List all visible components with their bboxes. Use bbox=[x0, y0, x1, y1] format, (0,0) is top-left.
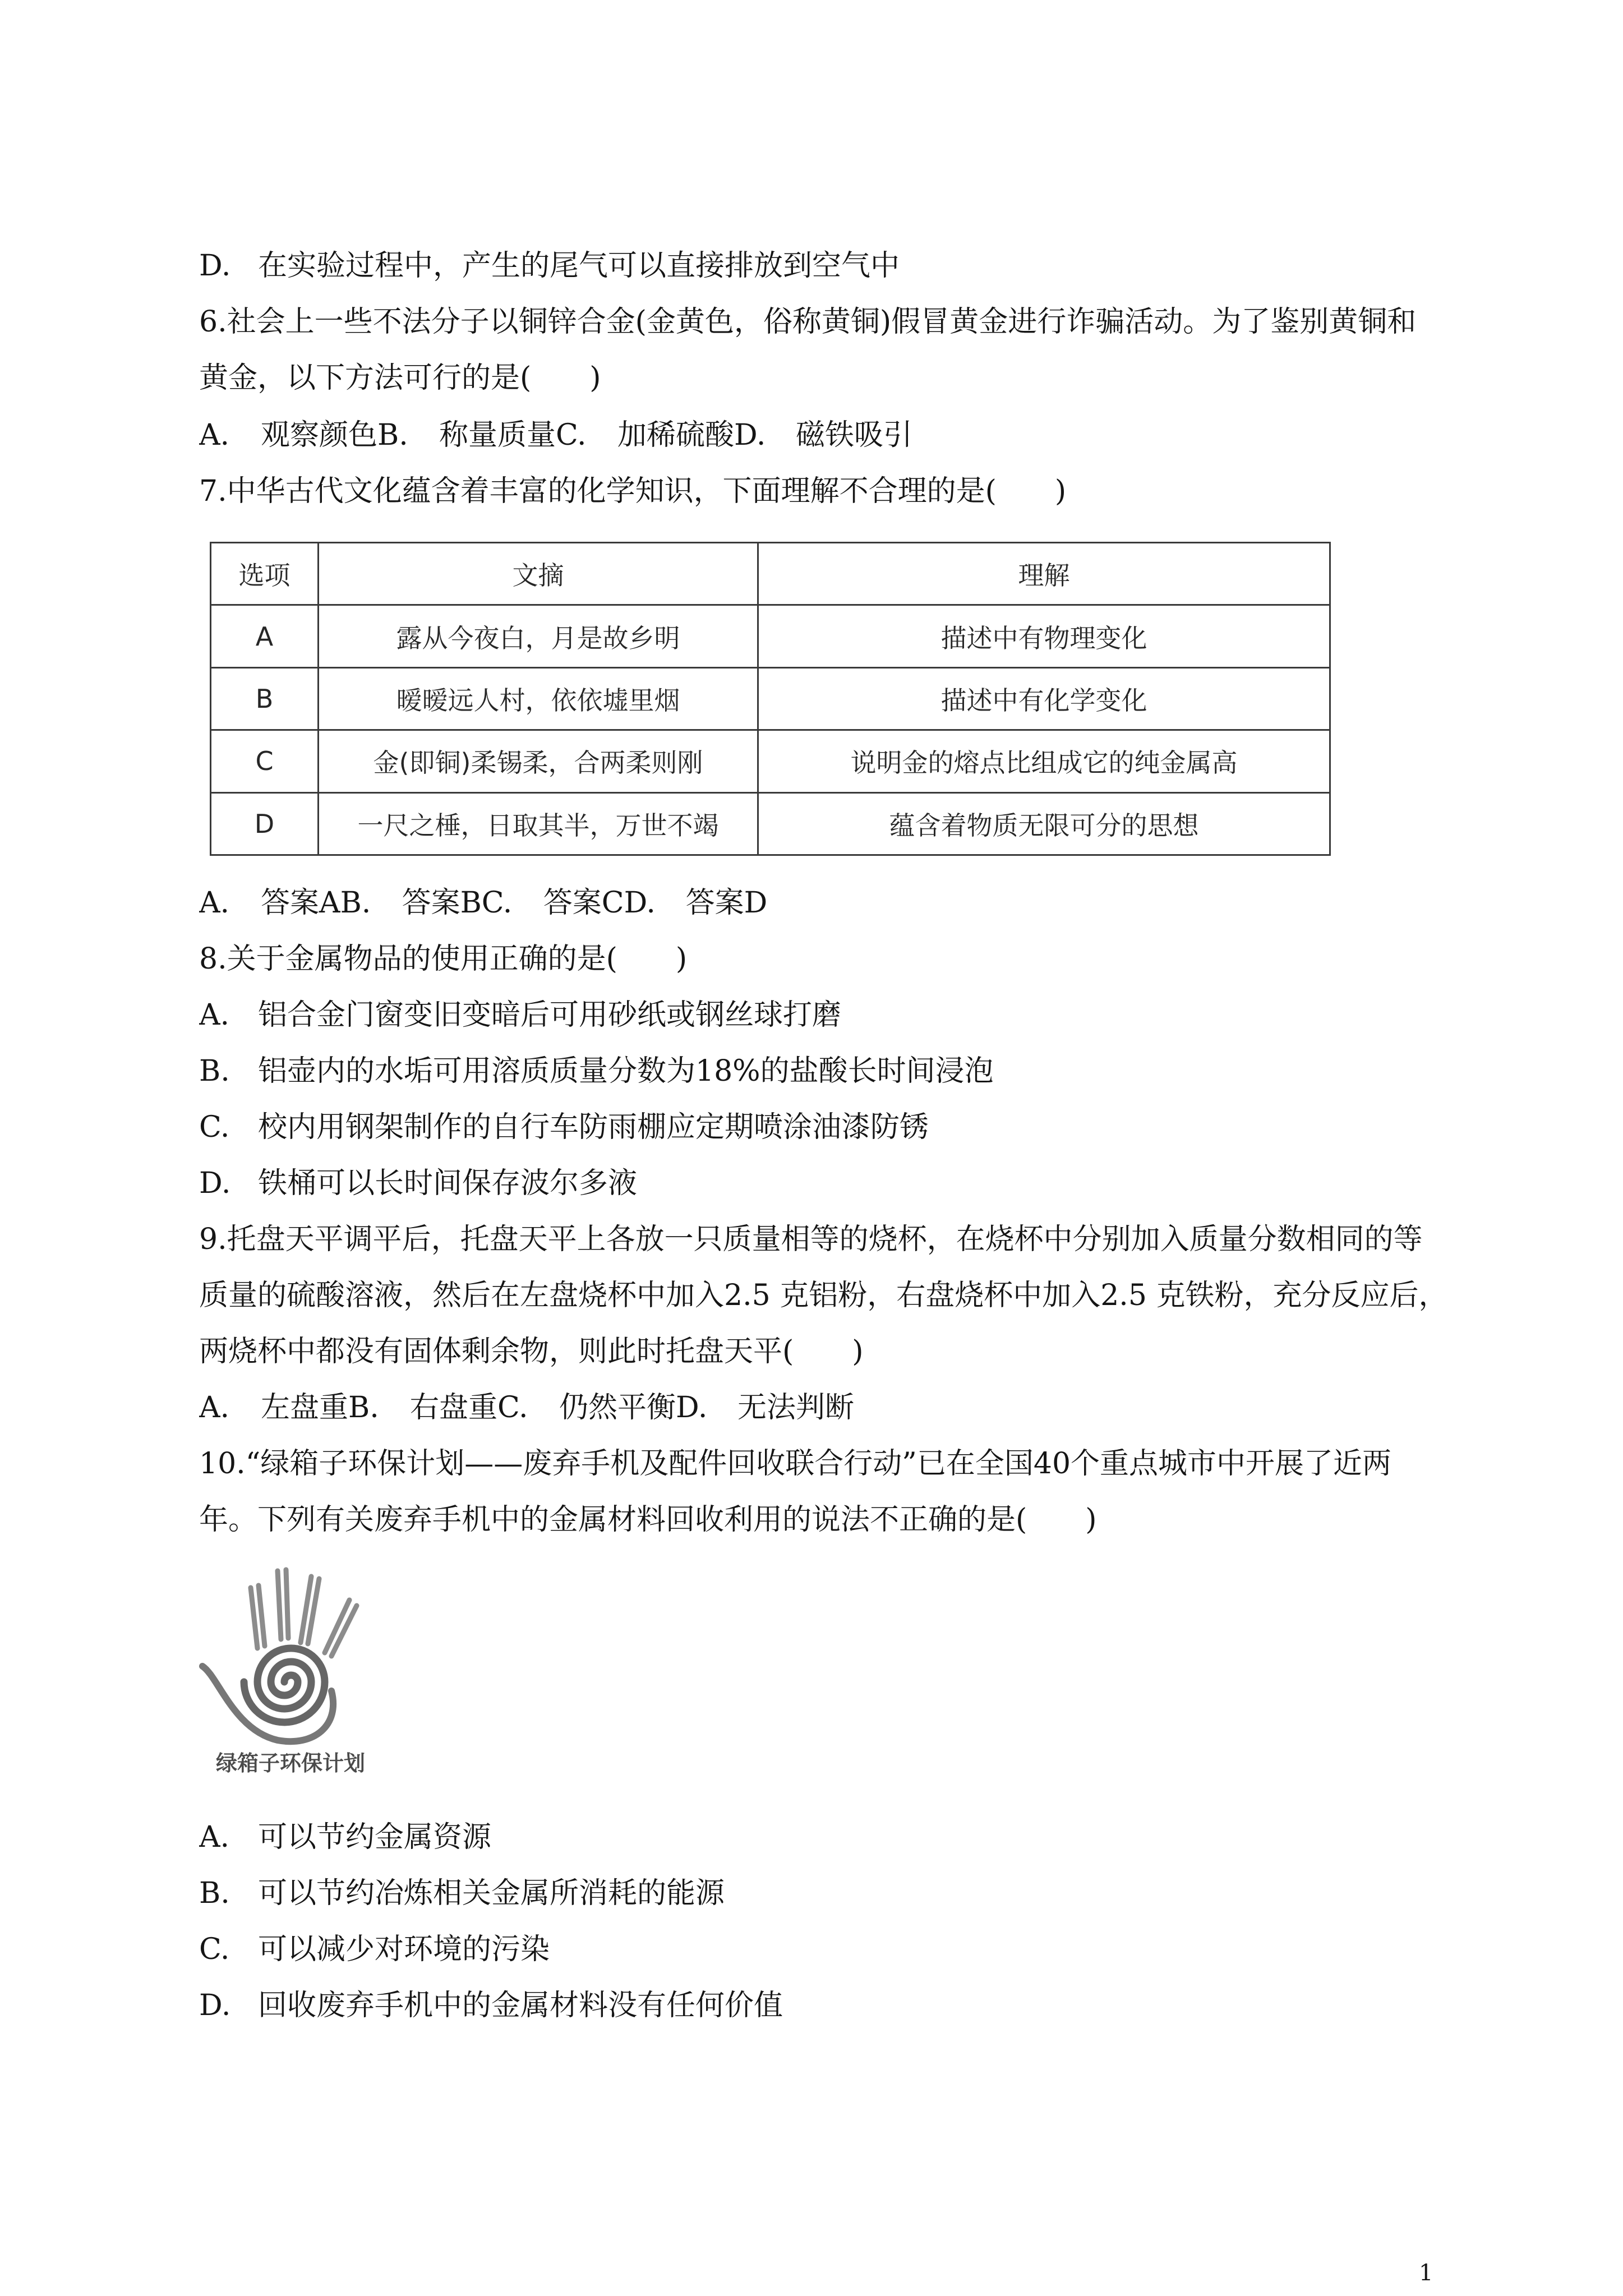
q10-stem-line-1: 10.“绿箱子环保计划——废弃手机及配件回收联合行动”已在全国40个重点城市中开展了近两 bbox=[199, 1447, 1392, 1481]
table-row bbox=[211, 605, 1330, 667]
q6-stem-line-2: 黄金，以下方法可行的是( ) bbox=[199, 361, 601, 395]
q6-stem-line-1: 6.社会上一些不法分子以铜锌合金(金黄色，俗称黄铜)假冒黄金进行诈骗活动。为了鉴别黄铜和 bbox=[199, 305, 1417, 339]
q7-stem: 7.中华古代文化蕴含着丰富的化学知识，下面理解不合理的是( ) bbox=[199, 474, 1067, 508]
option-label: B. bbox=[377, 418, 408, 452]
q10-option-d bbox=[199, 1977, 1455, 2034]
q7-options bbox=[199, 875, 1455, 931]
table-row bbox=[211, 792, 1330, 855]
table-cell-option: A bbox=[211, 605, 319, 667]
option-text: 答案A bbox=[261, 886, 340, 920]
option-text: 无法判断 bbox=[737, 1391, 855, 1424]
option-label: D. bbox=[199, 1989, 231, 2022]
table-cell-interpretation: 描述中有化学变化 bbox=[758, 667, 1330, 730]
q5-option-d bbox=[199, 238, 1455, 294]
option-label: D. bbox=[199, 1167, 231, 1200]
q10-option-a bbox=[199, 1809, 1455, 1865]
finger-stroke bbox=[251, 1588, 257, 1648]
q8-option-d bbox=[199, 1155, 1455, 1211]
finger-stroke bbox=[278, 1571, 281, 1639]
table-header-cell: 选项 bbox=[211, 543, 319, 605]
table-cell-excerpt: 暧暧远人村，依依墟里烟 bbox=[319, 667, 758, 730]
option-label: B. bbox=[199, 1054, 230, 1088]
q9-stem-line-2: 质量的硫酸溶液，然后在左盘烧杯中加入2.5 克铝粉，右盘烧杯中加入2.5 克铁粉，充分反应后， bbox=[199, 1279, 1448, 1312]
option-label: A. bbox=[199, 998, 230, 1032]
q9-stem-line-1: 9.托盘天平调平后，托盘天平上各放一只质量相等的烧杯，在烧杯中分别加入质量分数相同的等 bbox=[199, 1223, 1423, 1256]
option-label: B. bbox=[340, 886, 371, 920]
table-cell-option: C bbox=[211, 730, 319, 792]
q6-options bbox=[199, 407, 1455, 463]
table-header-cell: 文摘 bbox=[319, 543, 758, 605]
option-label: D. bbox=[676, 1391, 708, 1424]
option-text: 仍然平衡 bbox=[559, 1391, 676, 1424]
green-box-logo bbox=[199, 1564, 376, 1786]
option-label: B. bbox=[199, 1877, 230, 1910]
option-label: C. bbox=[199, 1933, 230, 1966]
q7-table bbox=[210, 542, 1331, 856]
table-cell-interpretation: 蕴含着物质无限可分的思想 bbox=[758, 792, 1330, 855]
logo-caption: 绿箱子环保计划 bbox=[216, 1751, 366, 1776]
table-cell-excerpt: 一尺之棰，日取其半，万世不竭 bbox=[319, 792, 758, 855]
option-text: 可以节约金属资源 bbox=[258, 1820, 492, 1854]
option-text: 回收废弃手机中的金属材料没有任何价值 bbox=[258, 1989, 783, 2022]
option-text: 在实验过程中，产生的尾气可以直接排放到空气中 bbox=[258, 249, 900, 283]
option-text: 观察颜色 bbox=[261, 418, 378, 452]
table-cell-excerpt: 露从今夜白，月是故乡明 bbox=[319, 605, 758, 667]
table-header-cell: 理解 bbox=[758, 543, 1330, 605]
option-text: 答案C bbox=[543, 886, 624, 920]
option-text: 磁铁吸引 bbox=[796, 418, 913, 452]
q8-option-a bbox=[199, 987, 1455, 1043]
palm-spiral bbox=[244, 1648, 325, 1722]
option-text: 铝合金门窗变旧变暗后可用砂纸或钢丝球打磨 bbox=[258, 998, 842, 1032]
option-label: A. bbox=[199, 1391, 230, 1424]
finger-stroke bbox=[286, 1570, 288, 1638]
table-cell-interpretation: 描述中有物理变化 bbox=[758, 605, 1330, 667]
option-text: 铁桶可以长时间保存波尔多液 bbox=[258, 1167, 638, 1200]
table-cell-excerpt: 金(即铜)柔锡柔，合两柔则刚 bbox=[319, 730, 758, 792]
option-text: 校内用钢架制作的自行车防雨棚应定期喷涂油漆防锈 bbox=[258, 1110, 929, 1144]
option-text: 可以节约冶炼相关金属所消耗的能源 bbox=[258, 1877, 725, 1910]
q9-stem-line-3: 两烧杯中都没有固体剩余物，则此时托盘天平( ) bbox=[199, 1335, 864, 1368]
table-row bbox=[211, 667, 1330, 730]
q10-option-c bbox=[199, 1921, 1455, 1977]
option-label: D. bbox=[734, 418, 766, 452]
finger-stroke bbox=[259, 1585, 265, 1646]
table-cell-interpretation: 说明金的熔点比组成它的纯金属高 bbox=[758, 730, 1330, 792]
option-label: C. bbox=[481, 886, 513, 920]
option-text: 加稀硫酸 bbox=[617, 418, 735, 452]
table-header-row bbox=[211, 543, 1330, 605]
option-label: A. bbox=[199, 1820, 230, 1854]
option-text: 可以减少对环境的污染 bbox=[258, 1933, 550, 1966]
hand-spiral-logo-icon bbox=[199, 1564, 376, 1749]
option-text: 铝壶内的水垢可用溶质质量分数为18%的盐酸长时间浸泡 bbox=[258, 1054, 994, 1088]
table-cell-option: D bbox=[211, 792, 319, 855]
option-label: D. bbox=[624, 886, 656, 920]
option-label: D. bbox=[199, 249, 231, 283]
option-text: 右盘重 bbox=[410, 1391, 498, 1424]
option-text: 答案D bbox=[685, 886, 768, 920]
page-number: 1 bbox=[1419, 2260, 1433, 2286]
option-text: 左盘重 bbox=[261, 1391, 349, 1424]
option-label: A. bbox=[199, 886, 230, 920]
q10-stem-line-2: 年。下列有关废弃手机中的金属材料回收利用的说法不正确的是( ) bbox=[199, 1503, 1097, 1537]
option-label: C. bbox=[556, 418, 587, 452]
q9-options bbox=[199, 1380, 1455, 1436]
option-label: C. bbox=[497, 1391, 528, 1424]
q10-option-b bbox=[199, 1865, 1455, 1921]
option-label: C. bbox=[199, 1110, 230, 1144]
table-row bbox=[211, 730, 1330, 792]
option-text: 称量质量 bbox=[439, 418, 556, 452]
table-cell-option: B bbox=[211, 667, 319, 730]
option-label: B. bbox=[348, 1391, 379, 1424]
q8-option-b bbox=[199, 1043, 1455, 1099]
option-label: A. bbox=[199, 418, 230, 452]
q8-stem: 8.关于金属物品的使用正确的是( ) bbox=[199, 942, 688, 976]
option-text: 答案B bbox=[402, 886, 482, 920]
q8-option-c bbox=[199, 1099, 1455, 1155]
